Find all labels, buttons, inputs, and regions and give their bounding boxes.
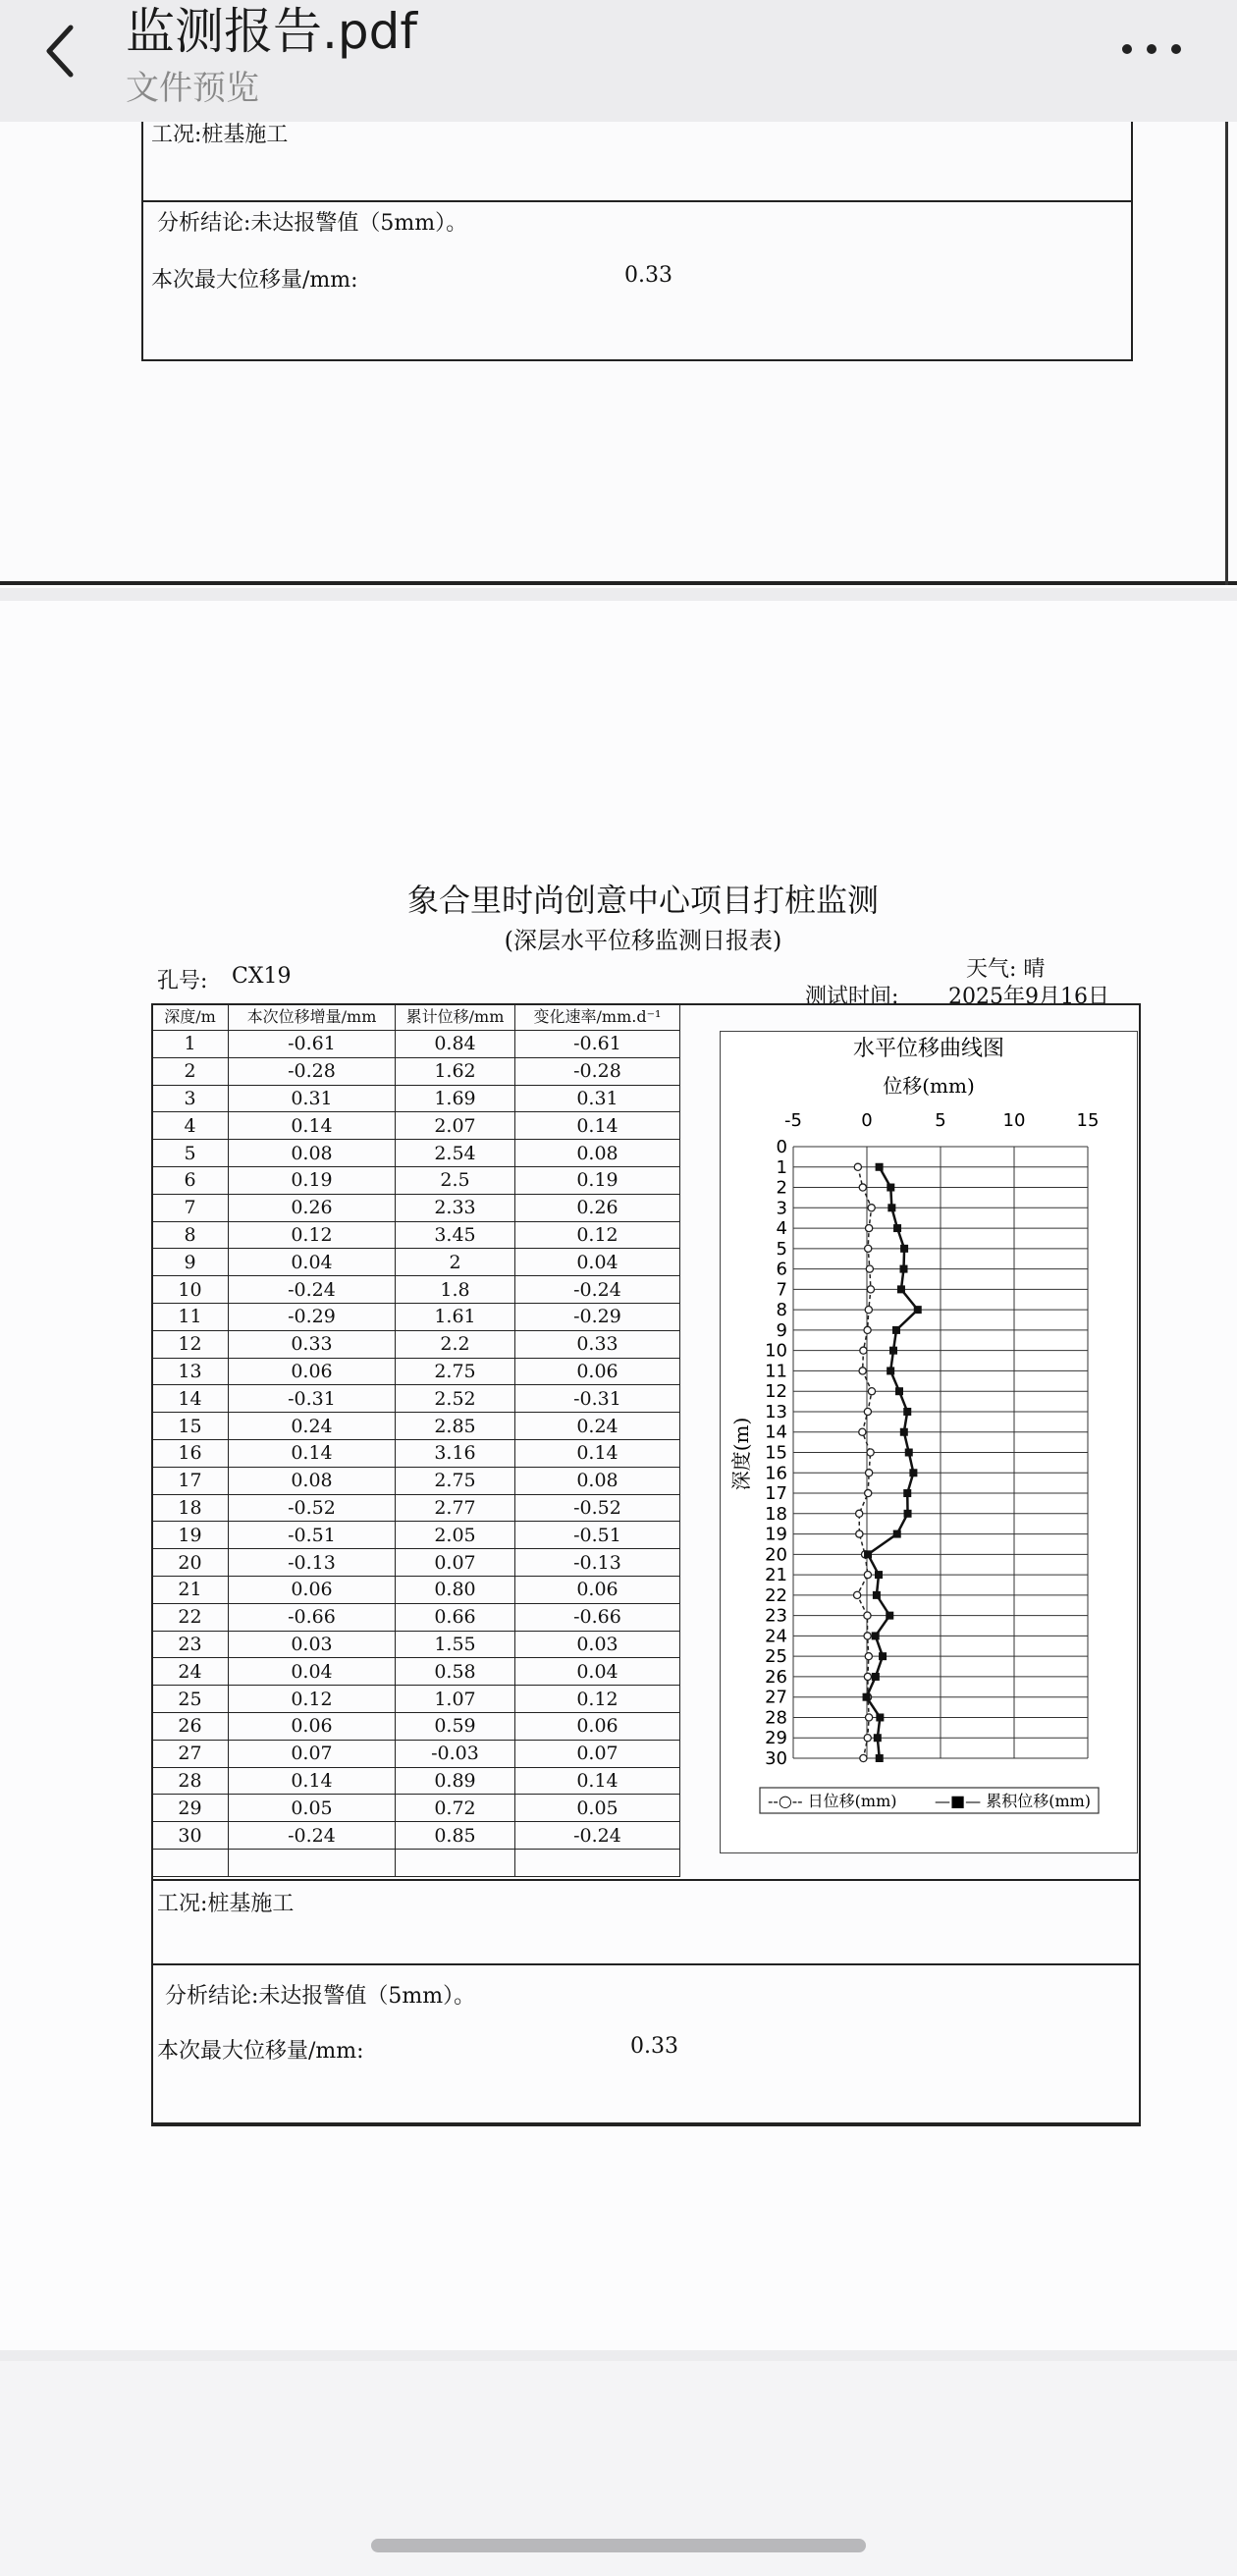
y-tick-label: 7 [776,1279,787,1301]
table-cell: -0.24 [515,1822,680,1850]
y-tick-label: 9 [776,1319,787,1341]
y-tick-label: 11 [765,1361,787,1382]
y-tick-label: 19 [765,1524,787,1545]
daily-point [856,1530,863,1537]
table-cell: -0.51 [515,1522,680,1549]
table-cell: -0.24 [229,1822,396,1850]
table-cell: 0.84 [396,1031,515,1058]
table-cell: 0.04 [229,1658,396,1686]
y-tick-label: 4 [776,1218,787,1240]
table-cell: 0.07 [396,1549,515,1577]
table-cell: 0.14 [229,1112,396,1140]
table-cell: 0.80 [396,1576,515,1603]
cumulative-point [874,1734,882,1742]
chevron-left-icon[interactable] [39,22,82,80]
table-cell: 0.72 [396,1795,515,1822]
table-cell: 0.04 [515,1658,680,1686]
daily-point [864,1673,871,1680]
table-cell: 26 [152,1712,229,1740]
table-cell: 27 [152,1740,229,1767]
daily-point [864,1408,871,1415]
table-row [152,1576,680,1603]
x-tick-label: 5 [935,1110,946,1131]
x-tick-label: -5 [784,1110,802,1131]
table-cell: 0.66 [396,1603,515,1631]
table-row [152,1276,680,1304]
table-cell: 0.06 [515,1712,680,1740]
table-cell: -0.52 [229,1494,396,1522]
table-cell: -0.24 [229,1276,396,1304]
table-cell: 2.52 [396,1385,515,1413]
table-row [152,1549,680,1577]
header-increment: 本次位移增量/mm [229,1004,396,1031]
table-row [152,1522,680,1549]
table-row [152,1822,680,1850]
header-cumulative: 累计位移/mm [396,1004,515,1031]
table-row [152,1140,680,1167]
cumulative-point [905,1449,913,1457]
y-tick-label: 22 [765,1584,787,1606]
max-disp-value-2: 0.33 [630,2034,678,2059]
work-condition-text: 工况:桩基施工 [151,123,289,147]
table-cell: 0.08 [515,1467,680,1494]
table-cell: 9 [152,1249,229,1276]
daily-point [864,1612,871,1619]
weather-text: 天气: 晴 [966,957,1046,982]
table-cell: 2.2 [396,1330,515,1358]
cumulative-point [886,1612,893,1620]
y-tick-label: 24 [765,1626,787,1647]
table-cell: 0.06 [229,1358,396,1385]
table-row [152,1712,680,1740]
table-row [152,1740,680,1767]
y-tick-label: 15 [765,1442,787,1464]
table-cell: 0.12 [229,1221,396,1249]
series-cumulative-line [867,1167,918,1758]
x-tick-label: 0 [861,1110,873,1131]
table-cell: 0.08 [229,1467,396,1494]
report-title: 象合里时尚创意中心项目打桩监测 [406,882,880,919]
table-row [152,1085,680,1112]
y-tick-label: 21 [765,1565,787,1586]
table-cell: 0.07 [229,1740,396,1767]
table-cell: 0.14 [229,1767,396,1795]
table-cell: 0.33 [515,1330,680,1358]
table-cell: 30 [152,1822,229,1850]
table-cell: 0.08 [229,1140,396,1167]
table-row [152,1795,680,1822]
y-tick-label: 3 [776,1198,787,1219]
table-cell: 2.05 [396,1522,515,1549]
cumulative-point [893,1224,901,1232]
table-cell: 5 [152,1140,229,1167]
cumulative-point [900,1265,908,1273]
table-cell: 0.26 [229,1194,396,1221]
header-depth: 深度/m [152,1004,229,1031]
conclusion-text: 分析结论:未达报警值（5mm）。 [157,211,468,236]
daily-point [864,1735,871,1742]
table-row [152,1221,680,1249]
table-row [152,1057,680,1085]
table-cell: 7 [152,1194,229,1221]
y-tick-label: 14 [765,1422,787,1443]
y-tick-label: 20 [765,1544,787,1566]
table-cell: 1.62 [396,1057,515,1085]
y-tick-label: 29 [765,1728,787,1749]
table-header-row [152,1004,680,1031]
table-cell: 1.61 [396,1303,515,1330]
table-cell: 2.75 [396,1467,515,1494]
y-tick-label: 17 [765,1483,787,1505]
y-tick-label: 0 [776,1137,787,1157]
table-cell: 2 [396,1249,515,1276]
table-cell: 19 [152,1522,229,1549]
conclusion-text-2: 分析结论:未达报警值（5mm）。 [165,1984,476,2009]
table-cell: 13 [152,1358,229,1385]
x-tick-label: 10 [1002,1110,1026,1131]
table-cell: -0.52 [515,1494,680,1522]
table-cell: 22 [152,1603,229,1631]
daily-point [854,1163,861,1170]
table-row [152,1031,680,1058]
y-tick-label: 26 [765,1666,787,1688]
table-row [152,1330,680,1358]
cumulative-point [879,1652,887,1660]
daily-point [859,1184,866,1191]
cumulative-point [897,1285,905,1293]
table-cell: -0.29 [515,1303,680,1330]
page-edge-line [0,581,1237,585]
table-cell: 0.12 [229,1686,396,1713]
table-row [152,1603,680,1631]
daily-point [868,1388,875,1395]
table-cell [396,1849,515,1876]
work-condition-text-2: 工况:桩基施工 [157,1892,295,1916]
daily-point [865,1307,872,1314]
chart-xlabel: 位移(mm) [883,1074,975,1098]
test-time-label: 测试时间: [805,985,899,1009]
daily-point [866,1470,873,1476]
table-row [152,1767,680,1795]
table-cell: 21 [152,1576,229,1603]
table-cell: 2.07 [396,1112,515,1140]
table-cell: 4 [152,1112,229,1140]
cumulative-point [900,1428,908,1436]
daily-point [856,1510,863,1517]
y-tick-label: 23 [765,1605,787,1627]
table-cell: 0.19 [229,1166,396,1194]
table-cell [229,1849,396,1876]
table-cell: 20 [152,1549,229,1577]
daily-point [859,1428,866,1435]
table-row [152,1494,680,1522]
table-cell: -0.61 [229,1031,396,1058]
table-cell: 2.5 [396,1166,515,1194]
cumulative-point [900,1245,908,1253]
table-row [152,1686,680,1713]
table-cell: -0.66 [515,1603,680,1631]
work-condition-box-2 [151,1879,1141,1965]
table-cell: -0.24 [515,1276,680,1304]
table-row [152,1194,680,1221]
cumulative-point [914,1306,922,1314]
cumulative-point [903,1408,911,1416]
cumulative-point [872,1673,880,1681]
table-cell: 1.8 [396,1276,515,1304]
table-row [152,1166,680,1194]
daily-point [864,1326,871,1333]
table-cell: 0.14 [515,1767,680,1795]
cumulative-point [887,1204,895,1211]
daily-point [867,1449,874,1456]
table-cell: 2.85 [396,1413,515,1440]
legend-cumulative: —■— 累积位移(mm) [935,1792,1092,1810]
cumulative-point [909,1469,917,1476]
table-cell: 0.05 [515,1795,680,1822]
daily-point [866,1714,873,1721]
daily-point [860,1754,867,1761]
chart-svg [721,1032,1137,1852]
table-cell: -0.31 [229,1385,396,1413]
table-cell: 2.33 [396,1194,515,1221]
cumulative-point [863,1693,871,1701]
file-title: 监测报告.pdf [126,3,417,60]
home-indicator[interactable] [371,2539,866,2552]
series-daily-line [857,1167,872,1758]
y-tick-label: 8 [776,1300,787,1321]
table-cell: -0.28 [229,1057,396,1085]
cumulative-point [893,1530,901,1538]
work-condition-box [141,118,1133,202]
cumulative-point [892,1326,900,1334]
daily-point [859,1368,866,1374]
table-row [152,1112,680,1140]
table-cell: 29 [152,1795,229,1822]
table-cell: 18 [152,1494,229,1522]
table-cell: 0.04 [515,1249,680,1276]
chart-title: 水平位移曲线图 [852,1037,1005,1061]
y-tick-label: 2 [776,1177,787,1199]
test-time-value: 2025年9月16日 [948,985,1109,1009]
table-row [152,1413,680,1440]
daily-point [865,1245,872,1252]
table-cell: 0.12 [515,1686,680,1713]
table-cell: 15 [152,1413,229,1440]
cumulative-point [887,1367,894,1374]
cumulative-point [903,1489,911,1497]
table-row [152,1358,680,1385]
table-cell: 1 [152,1031,229,1058]
table-cell: 0.04 [229,1249,396,1276]
table-row [152,1439,680,1467]
table-cell: 0.58 [396,1658,515,1686]
table-cell: -0.66 [229,1603,396,1631]
table-cell: 3 [152,1085,229,1112]
table-row [152,1631,680,1658]
y-tick-label: 10 [765,1340,787,1362]
legend-daily: --○-- 日位移(mm) [768,1792,897,1810]
table-cell: 0.14 [515,1439,680,1467]
table-cell: 25 [152,1686,229,1713]
table-cell: 0.33 [229,1330,396,1358]
table-cell: 0.06 [229,1576,396,1603]
displacement-table [151,1003,680,1877]
daily-point [867,1286,874,1293]
y-tick-label: 5 [776,1238,787,1260]
daily-point [864,1572,871,1579]
y-tick-label: 1 [776,1156,787,1178]
hole-value: CX19 [232,964,292,989]
y-tick-label: 18 [765,1503,787,1525]
table-row [152,1385,680,1413]
table-row [152,1303,680,1330]
table-row [152,1658,680,1686]
hole-label: 孔号: [157,969,208,993]
table-cell: 1.07 [396,1686,515,1713]
table-cell: 2 [152,1057,229,1085]
y-tick-label: 16 [765,1463,787,1484]
table-cell: -0.13 [515,1549,680,1577]
table-cell: -0.31 [515,1385,680,1413]
cumulative-point [864,1550,872,1558]
y-tick-label: 6 [776,1259,787,1280]
table-cell [152,1849,229,1876]
daily-point [865,1653,872,1660]
table-cell: 0.24 [229,1413,396,1440]
table-cell: 0.06 [229,1712,396,1740]
table-cell: 8 [152,1221,229,1249]
table-cell: -0.51 [229,1522,396,1549]
table-cell: 0.06 [515,1576,680,1603]
y-tick-label: 30 [765,1748,787,1769]
table-cell: 2.54 [396,1140,515,1167]
y-tick-label: 27 [765,1687,787,1708]
y-tick-label: 12 [765,1381,787,1403]
table-cell: 0.14 [515,1112,680,1140]
displacement-chart [720,1031,1138,1853]
table-cell: 0.31 [515,1085,680,1112]
table-cell: 28 [152,1767,229,1795]
table-cell [515,1849,680,1876]
table-cell: 0.59 [396,1712,515,1740]
table-cell: 0.19 [515,1166,680,1194]
daily-point [864,1633,871,1639]
table-cell: -0.28 [515,1057,680,1085]
table-cell: 0.26 [515,1194,680,1221]
chart-ylabel: 深度(m) [729,1417,753,1491]
y-tick-label: 13 [765,1401,787,1422]
daily-point [860,1347,867,1354]
table-cell: 14 [152,1385,229,1413]
page-edge-right [1225,122,1228,585]
cumulative-point [904,1510,912,1518]
report-subtitle: (深层水平位移监测日报表) [504,927,782,954]
file-subtitle: 文件预览 [126,69,259,108]
table-cell: -0.13 [229,1549,396,1577]
cumulative-point [872,1632,880,1639]
table-cell: 0.89 [396,1767,515,1795]
table-cell: 0.31 [229,1085,396,1112]
cumulative-point [873,1591,881,1599]
table-cell: 10 [152,1276,229,1304]
cumulative-point [887,1184,894,1192]
max-disp-label: 本次最大位移量/mm: [151,268,358,293]
table-cell: 0.24 [515,1413,680,1440]
table-cell: 0.08 [515,1140,680,1167]
table-cell: 3.16 [396,1439,515,1467]
max-disp-label-2: 本次最大位移量/mm: [157,2039,364,2064]
table-row [152,1467,680,1494]
table-cell: 17 [152,1467,229,1494]
table-cell: 2.75 [396,1358,515,1385]
cumulative-point [875,1571,883,1579]
table-cell: -0.61 [515,1031,680,1058]
cumulative-point [876,1713,884,1721]
table-cell: 0.85 [396,1822,515,1850]
table-cell: 23 [152,1631,229,1658]
table-cell: 1.69 [396,1085,515,1112]
daily-point [865,1489,872,1496]
table-cell: 11 [152,1303,229,1330]
table-cell: 1.55 [396,1631,515,1658]
daily-point [854,1591,861,1598]
daily-point [866,1265,873,1272]
y-tick-label: 25 [765,1646,787,1668]
more-horizontal-icon[interactable] [1117,39,1186,59]
daily-point [868,1205,875,1211]
table-cell: 6 [152,1166,229,1194]
table-cell: 0.12 [515,1221,680,1249]
table-cell: 16 [152,1439,229,1467]
table-cell: 0.03 [515,1631,680,1658]
table-cell: -0.03 [396,1740,515,1767]
cumulative-point [889,1347,897,1355]
table-cell: 0.14 [229,1439,396,1467]
table-cell: -0.29 [229,1303,396,1330]
pdf-page-1 [0,122,1237,588]
table-cell: 12 [152,1330,229,1358]
table-row [152,1249,680,1276]
daily-point [866,1224,873,1231]
cumulative-point [876,1754,884,1762]
table-cell: 24 [152,1658,229,1686]
y-tick-label: 28 [765,1707,787,1729]
table-cell: 0.05 [229,1795,396,1822]
table-cell: 3.45 [396,1221,515,1249]
table-row-empty [152,1849,680,1876]
cumulative-point [895,1387,903,1395]
app-header [0,0,1237,122]
table-cell: 0.07 [515,1740,680,1767]
table-cell: 2.77 [396,1494,515,1522]
table-cell: 0.06 [515,1358,680,1385]
header-rate: 变化速率/mm.d⁻¹ [515,1004,680,1031]
max-disp-value: 0.33 [624,263,672,288]
x-tick-label: 15 [1076,1110,1100,1131]
cumulative-point [876,1163,884,1171]
table-cell: 0.03 [229,1631,396,1658]
